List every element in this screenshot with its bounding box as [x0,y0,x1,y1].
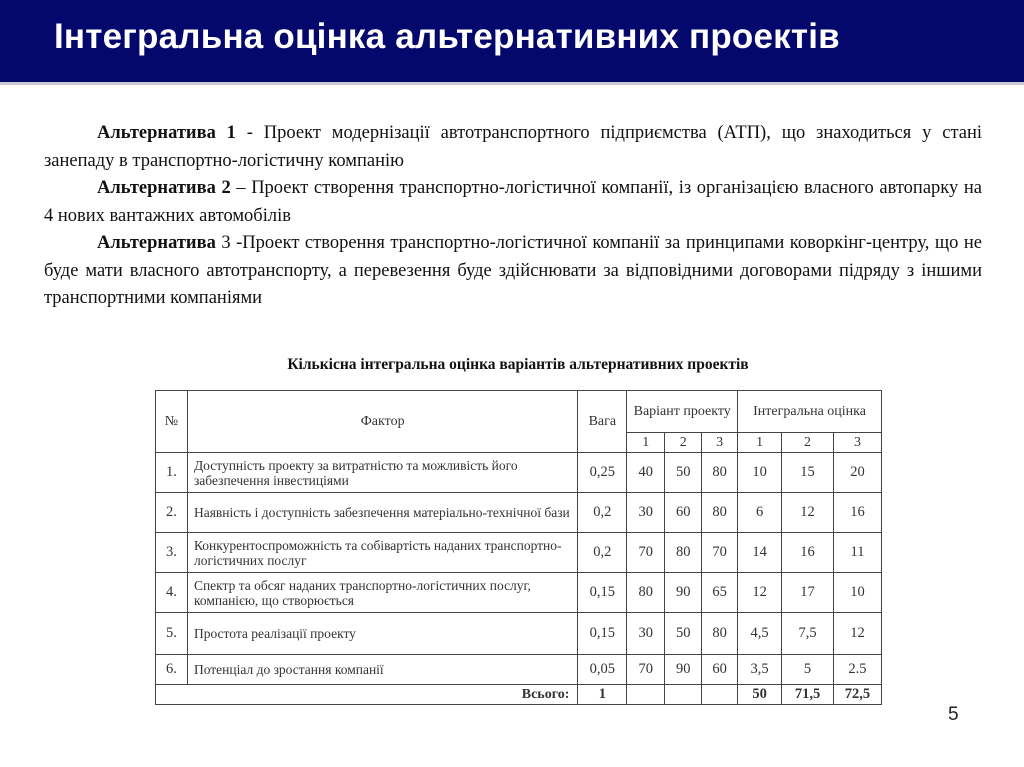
row-score-2: 16 [782,533,834,573]
row-variant-3: 80 [702,493,738,533]
alternative-2-text: – Проект створення транспортно-логістичної компанії, із організацією власного автопарку на 4 нових вантажних автомобілів [44,178,982,226]
subheader-integral-3: 3 [833,433,881,453]
row-weight: 0,2 [578,533,627,573]
evaluation-table [155,390,882,705]
table-row [156,655,882,685]
alternative-2-label: Альтернатива 2 [97,178,231,198]
row-score-2: 15 [782,453,834,493]
table-row [156,533,882,573]
row-score-3: 11 [833,533,881,573]
row-factor: Простота реалізації проекту [187,613,577,655]
row-no: 2. [156,493,188,533]
alternatives-description [44,120,982,313]
row-variant-3: 65 [702,573,738,613]
row-variant-2: 50 [665,453,702,493]
slide-number: 5 [948,704,959,725]
row-variant-2: 80 [665,533,702,573]
row-no: 1. [156,453,188,493]
row-variant-1: 80 [627,573,665,613]
row-weight: 0,05 [578,655,627,685]
total-empty-1 [627,685,665,705]
row-variant-1: 40 [627,453,665,493]
row-no: 3. [156,533,188,573]
row-variant-3: 80 [702,613,738,655]
row-variant-3: 60 [702,655,738,685]
subheader-integral-1: 1 [738,433,782,453]
row-score-1: 12 [738,573,782,613]
row-score-3: 10 [833,573,881,613]
table-row [156,493,882,533]
row-no: 6. [156,655,188,685]
total-empty-2 [665,685,702,705]
row-factor: Доступність проекту за витратністю та можливість його забезпечення інвестиціями [187,453,577,493]
alternative-1-label: Альтернатива 1 [97,123,236,143]
header-variant: Варіант проекту [627,391,738,433]
row-score-2: 12 [782,493,834,533]
row-score-2: 17 [782,573,834,613]
table-row [156,573,882,613]
subheader-variant-2: 2 [665,433,702,453]
row-score-1: 10 [738,453,782,493]
row-variant-1: 30 [627,613,665,655]
row-score-1: 14 [738,533,782,573]
row-variant-1: 70 [627,655,665,685]
row-variant-2: 90 [665,655,702,685]
total-empty-3 [702,685,738,705]
total-weight: 1 [578,685,627,705]
table-row [156,613,882,655]
row-no: 5. [156,613,188,655]
header-factor: Фактор [187,391,577,453]
alternative-3-label: Альтернатива [97,233,216,253]
row-factor: Потенціал до зростання компанії [187,655,577,685]
total-score-1: 50 [738,685,782,705]
row-weight: 0,15 [578,573,627,613]
row-variant-2: 90 [665,573,702,613]
alternative-2 [44,175,982,230]
row-factor: Спектр та обсяг наданих транспортно-логістичних послуг, компанією, що створюється [187,573,577,613]
alternative-3-text: 3 -Проект створення транспортно-логістичної компанії за принципами коворкінг-центру, що не буде мати власного автотранспорту, а перевезення буде здійснювати за відповідними договорами підряду з іншими транспортними компаніями [44,233,982,308]
total-label: Всього: [156,685,578,705]
row-score-3: 2.5 [833,655,881,685]
row-score-3: 16 [833,493,881,533]
row-score-2: 7,5 [782,613,834,655]
header-integral: Інтегральна оцінка [738,391,882,433]
slide-title: Інтегральна оцінка альтернативних проектів [54,17,840,56]
row-weight: 0,2 [578,493,627,533]
subheader-variant-3: 3 [702,433,738,453]
subheader-integral-2: 2 [782,433,834,453]
table-header-row [156,391,882,433]
row-variant-1: 30 [627,493,665,533]
subheader-variant-1: 1 [627,433,665,453]
row-score-1: 4,5 [738,613,782,655]
row-factor: Наявність і доступність забезпечення матеріально-технічної бази [187,493,577,533]
row-factor: Конкурентоспроможність та собівартість наданих транспортно-логістичних послуг [187,533,577,573]
alternative-1 [44,120,982,175]
row-score-1: 3,5 [738,655,782,685]
alternative-3 [44,230,982,313]
table-caption: Кількісна інтегральна оцінка варіантів альтернативних проектів [287,356,749,373]
header-no: № [156,391,188,453]
table-total-row [156,685,882,705]
row-variant-1: 70 [627,533,665,573]
header-weight: Вага [578,391,627,453]
row-score-1: 6 [738,493,782,533]
row-score-3: 12 [833,613,881,655]
row-variant-2: 50 [665,613,702,655]
row-weight: 0,15 [578,613,627,655]
row-score-3: 20 [833,453,881,493]
row-variant-2: 60 [665,493,702,533]
row-no: 4. [156,573,188,613]
table-row [156,453,882,493]
row-variant-3: 70 [702,533,738,573]
row-variant-3: 80 [702,453,738,493]
row-score-2: 5 [782,655,834,685]
row-weight: 0,25 [578,453,627,493]
total-score-2: 71,5 [782,685,834,705]
title-bar [0,0,1024,85]
alternative-1-text: - Проект модернізації автотранспортного підприємства (АТП), що знаходиться у стані занепаду в транспортно-логістичну компанію [44,123,983,171]
total-score-3: 72,5 [833,685,881,705]
